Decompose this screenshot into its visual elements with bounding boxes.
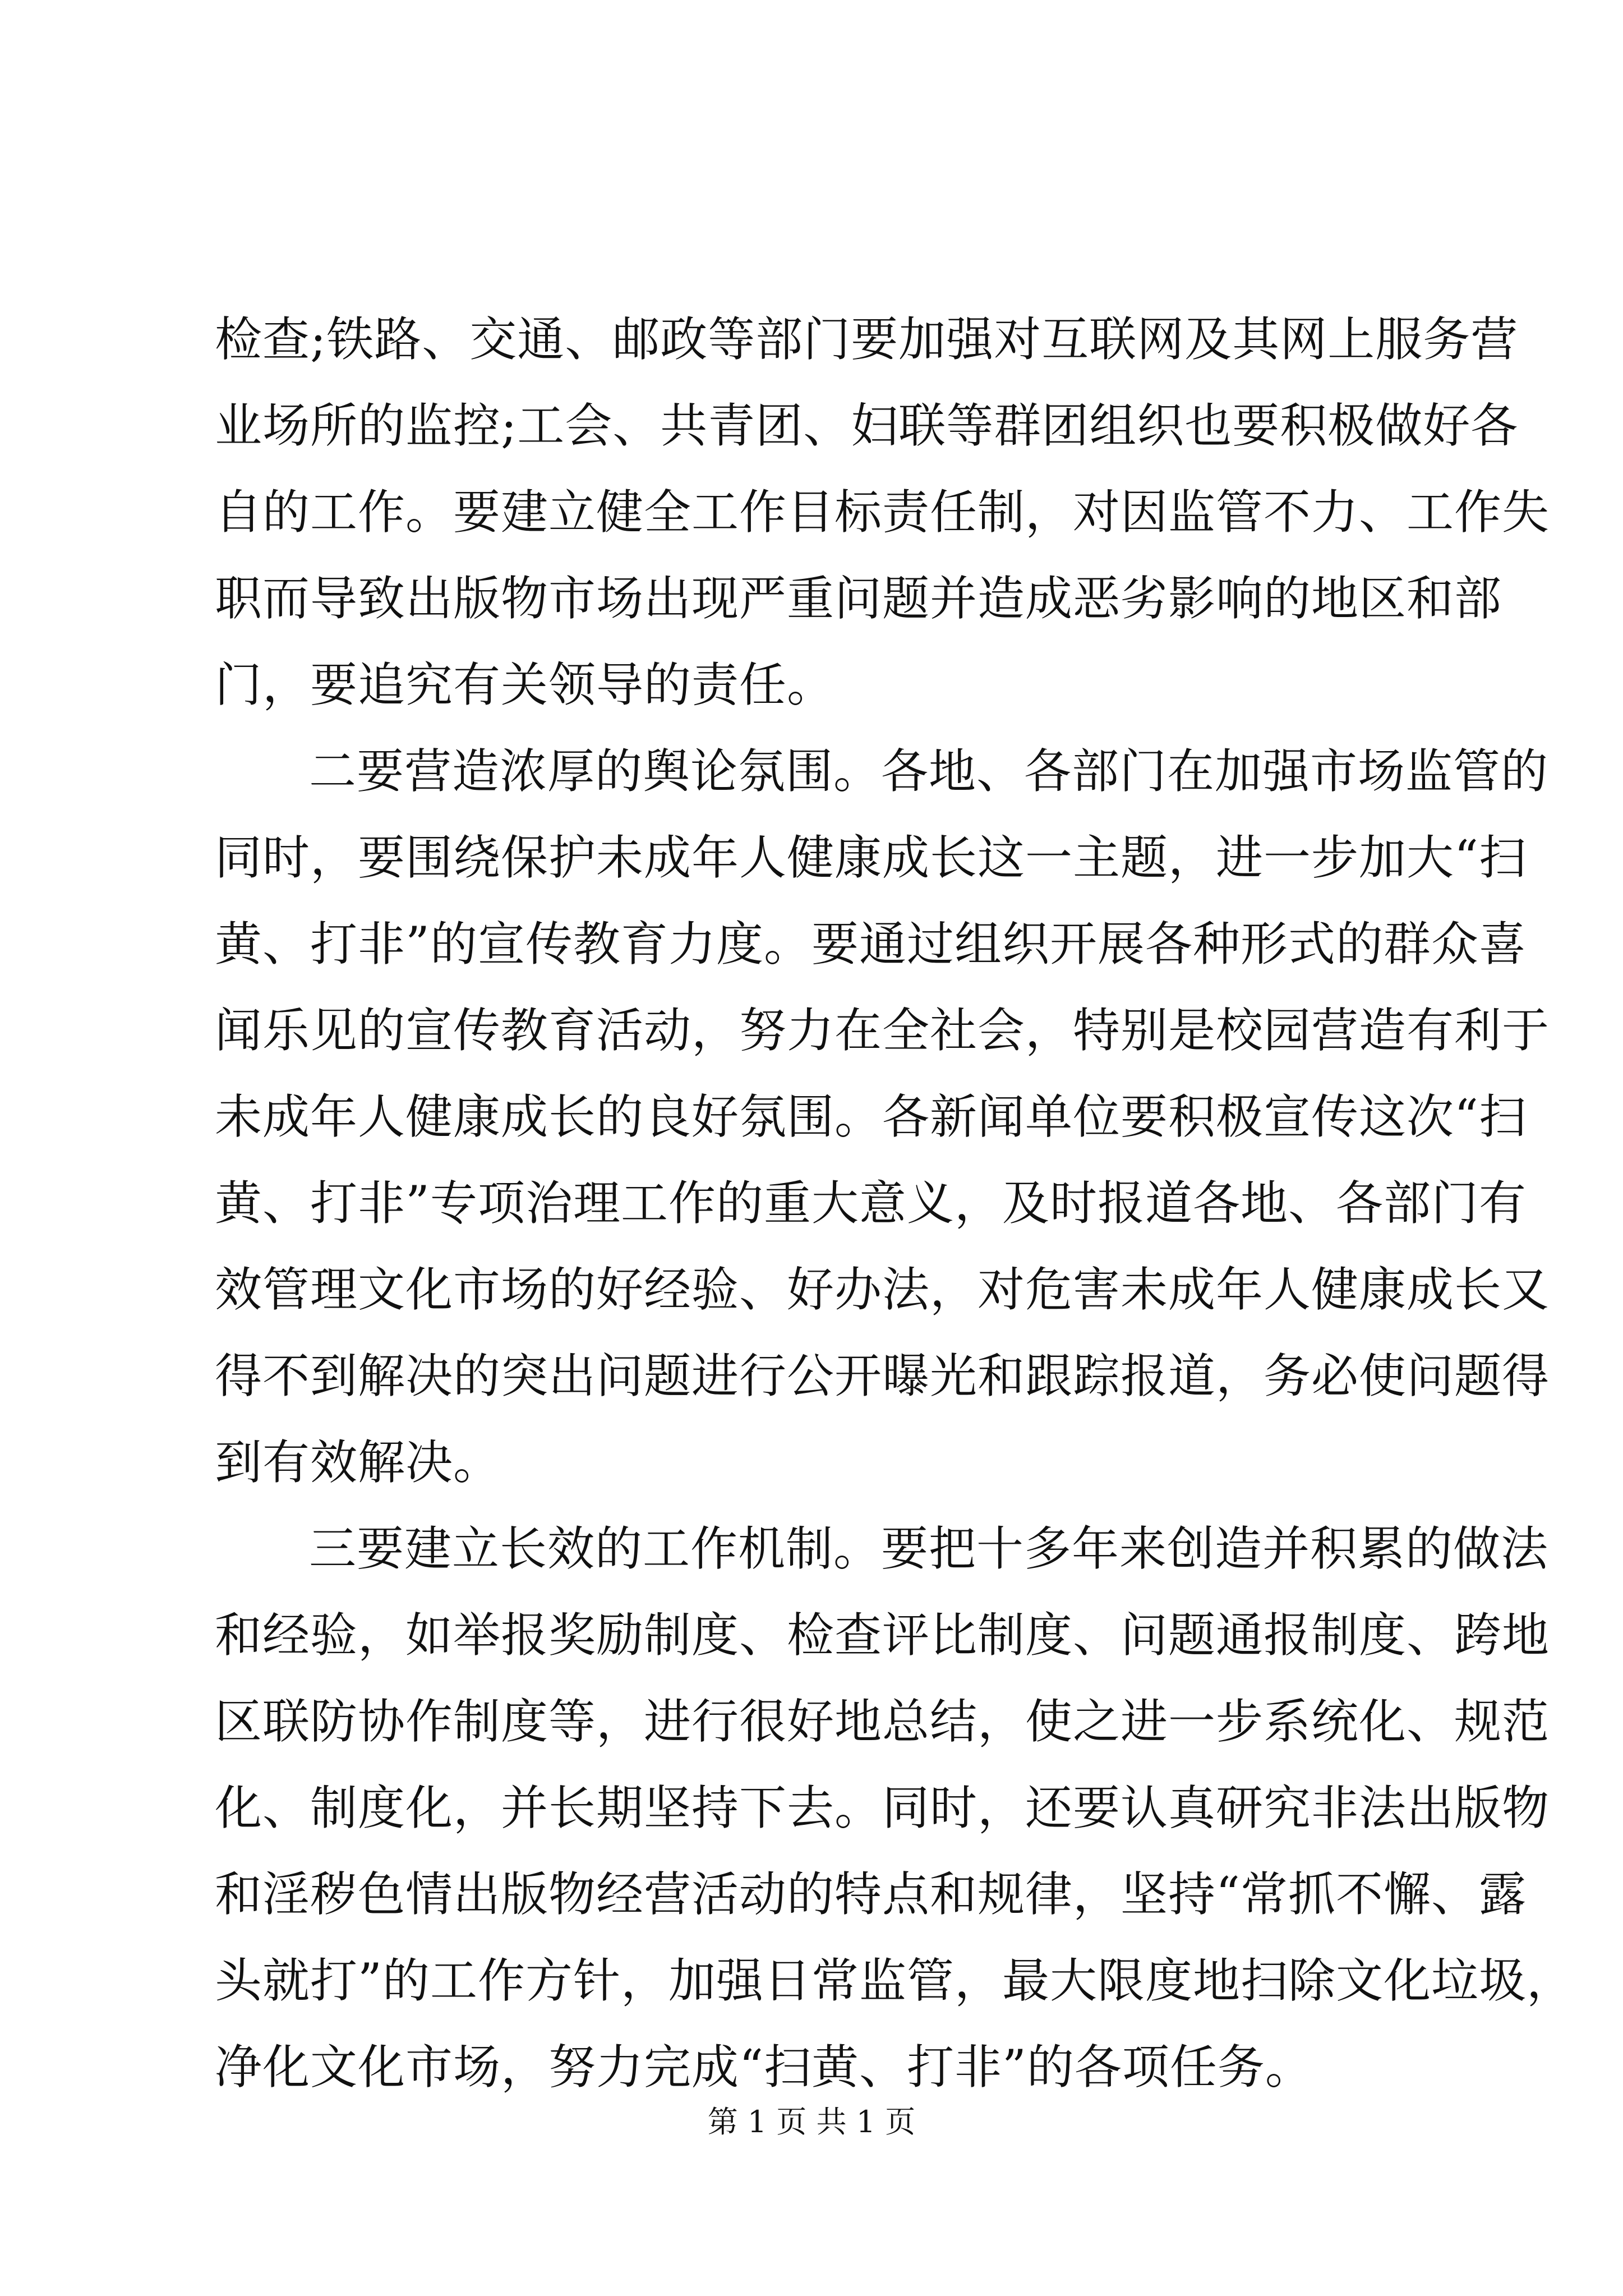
- text-line: 化、制度化，并长期坚持下去。同时，还要认真研究非法出版物: [215, 1780, 1550, 1835]
- text-line: 区联防协作制度等，进行很好地总结，使之进一步系统化、规范: [215, 1694, 1550, 1749]
- text-line: 效管理文化市场的好经验、好办法，对危害未成年人健康成长又: [215, 1262, 1550, 1317]
- paragraph: [215, 296, 1550, 728]
- paragraph: [215, 728, 1550, 1506]
- page-number: 第 1 页 共 1 页: [707, 2104, 916, 2139]
- text-line: 净化文化市场，努力完成“扫黄、打非”的各项任务。: [215, 2040, 1313, 2095]
- text-line: 到有效解决。: [215, 1435, 501, 1490]
- text-line: 二要营造浓厚的舆论氛围。各地、各部门在加强市场监管的: [309, 744, 1549, 799]
- text-line: 得不到解决的突出问题进行公开曝光和跟踪报道，务必使问题得: [215, 1349, 1550, 1404]
- body-text: [215, 296, 1574, 2110]
- text-line: 和淫秽色情出版物经营活动的特点和规律，坚持“常抓不懈、露: [215, 1867, 1527, 1922]
- text-line: 闻乐见的宣传教育活动，努力在全社会，特别是校园营造有利于: [215, 1003, 1550, 1058]
- text-line: 职而导致出版物市场出现严重问题并造成恶劣影响的地区和部: [215, 571, 1502, 626]
- page-footer: [0, 2102, 1623, 2142]
- text-line: 业场所的监控;工会、共青团、妇联等群团组织也要积极做好各: [215, 398, 1519, 453]
- text-line: 三要建立长效的工作机制。要把十多年来创造并积累的做法: [309, 1521, 1549, 1576]
- text-line: 头就打”的工作方针，加强日常监管，最大限度地扫除文化垃圾，: [215, 1953, 1574, 2008]
- text-line: 黄、打非”专项治理工作的重大意义，及时报道各地、各部门有: [215, 1176, 1527, 1231]
- text-line: 门，要追究有关领导的责任。: [215, 657, 835, 712]
- text-line: 同时，要围绕保护未成年人健康成长这一主题，进一步加大“扫: [215, 830, 1527, 885]
- text-line: 和经验，如举报奖励制度、检查评比制度、问题通报制度、跨地: [215, 1608, 1550, 1663]
- paragraph: [215, 1506, 1574, 2110]
- text-line: 自的工作。要建立健全工作目标责任制，对因监管不力、工作失: [215, 485, 1550, 540]
- text-line: 黄、打非”的宣传教育力度。要通过组织开展各种形式的群众喜: [215, 917, 1527, 972]
- text-line: 检查;铁路、交通、邮政等部门要加强对互联网及其网上服务营: [215, 312, 1519, 367]
- text-line: 未成年人健康成长的良好氛围。各新闻单位要积极宣传这次“扫: [215, 1089, 1527, 1144]
